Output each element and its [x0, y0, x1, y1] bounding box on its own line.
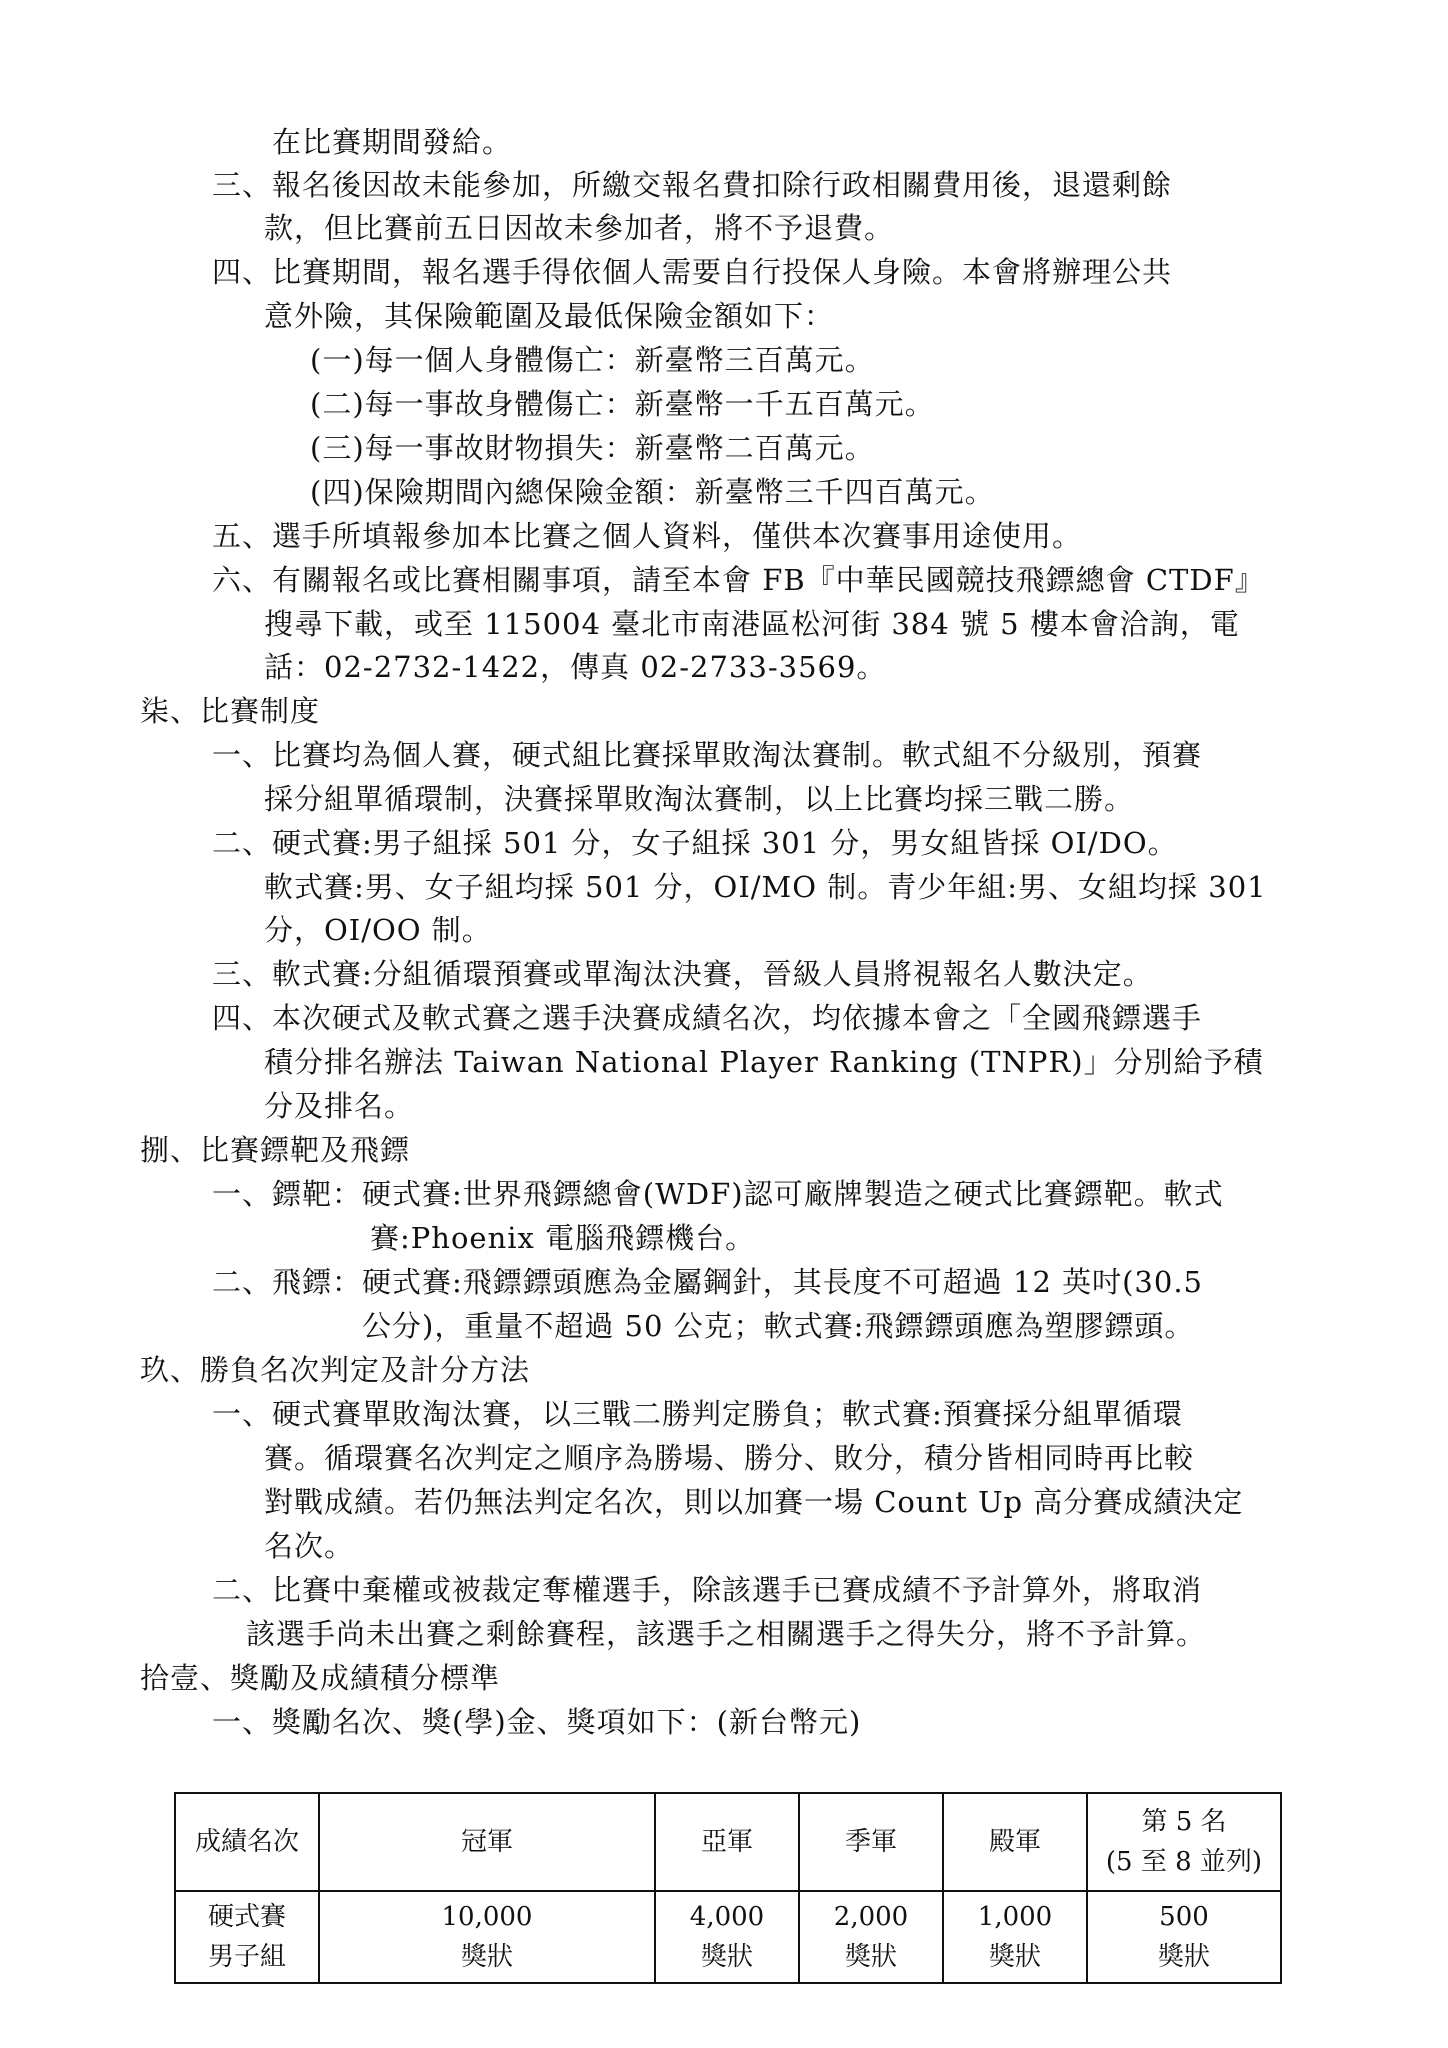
text-line: 拾壹、獎勵及成績積分標準 — [140, 1661, 501, 1695]
text-line: 二、飛鏢：硬式賽:飛鏢鏢頭應為金屬鋼針，其長度不可超過 12 英吋(30.5 — [212, 1265, 1203, 1299]
cell-prize: 獎狀 — [844, 1942, 897, 1972]
text-line: 一、鏢靶：硬式賽:世界飛鏢總會(WDF)認可廠牌製造之硬式比賽鏢靶。軟式 — [212, 1177, 1224, 1211]
cell-prize: 獎狀 — [700, 1942, 753, 1972]
text-line: 五、選手所填報參加本比賽之個人資料，僅供本次賽事用途使用。 — [212, 519, 1083, 553]
text-line: 意外險，其保險範圍及最低保險金額如下： — [264, 299, 835, 333]
cell-prize: 獎狀 — [988, 1942, 1041, 1972]
cell-third — [799, 1891, 943, 1983]
text-line: 話：02-2732-1422，傳真 02-2733-3569。 — [264, 650, 887, 684]
cell-prize: 獎狀 — [460, 1942, 513, 1972]
text-line: 一、比賽均為個人賽，硬式組比賽採單敗淘汰賽制。軟式組不分級別，預賽 — [212, 738, 1203, 772]
cell-fifth — [1087, 1891, 1281, 1983]
header-rank: 成績名次 — [175, 1793, 319, 1891]
text-line: 二、比賽中棄權或被裁定奪權選手，除該選手已賽成績不予計算外，將取消 — [212, 1573, 1203, 1607]
text-line: 該選手尚未出賽之剩餘賽程，該選手之相關選手之得失分，將不予計算。 — [246, 1617, 1207, 1651]
row-label-line1: 硬式賽 — [207, 1902, 286, 1932]
text-line: 款，但比賽前五日因故未參加者，將不予退費。 — [264, 211, 895, 245]
text-line: 賽。循環賽名次判定之順序為勝場、勝分、敗分，積分皆相同時再比較 — [264, 1441, 1195, 1475]
text-line: 四、本次硬式及軟式賽之選手決賽成績名次，均依據本會之「全國飛鏢選手 — [212, 1001, 1203, 1035]
award-table-row — [175, 1891, 1281, 1983]
award-table-header-row — [175, 1793, 1281, 1891]
text-line: (一)每一個人身體傷亡：新臺幣三百萬元。 — [310, 343, 875, 377]
header-third: 季軍 — [799, 1793, 943, 1891]
text-line: 對戰成績。若仍無法判定名次，則以加賽一場 Count Up 高分賽成績決定 — [264, 1485, 1244, 1519]
header-fifth — [1087, 1793, 1281, 1891]
header-fifth-title: 第 5 名 — [1141, 1807, 1227, 1837]
cell-champion — [319, 1891, 655, 1983]
text-line: 分，OI/OO 制。 — [264, 913, 492, 947]
text-line: 在比賽期間發給。 — [272, 125, 513, 159]
text-line: (四)保險期間內總保險金額：新臺幣三千四百萬元。 — [310, 475, 995, 509]
text-line: (二)每一事故身體傷亡：新臺幣一千五百萬元。 — [310, 387, 935, 421]
text-line: 三、報名後因故未能參加，所繳交報名費扣除行政相關費用後，退還剩餘 — [212, 168, 1173, 202]
header-fifth-note: (5 至 8 並列) — [1105, 1847, 1263, 1877]
row-label — [175, 1891, 319, 1983]
text-line: 搜尋下載，或至 115004 臺北市南港區松河街 384 號 5 樓本會洽詢，電 — [264, 607, 1240, 641]
text-line: 積分排名辦法 Taiwan National Player Ranking (TNPR)」分別給予積 — [264, 1045, 1264, 1079]
header-fourth: 殿軍 — [943, 1793, 1087, 1891]
text-line: 玖、勝負名次判定及計分方法 — [140, 1353, 531, 1387]
text-line: 名次。 — [264, 1529, 355, 1563]
text-line: 採分組單循環制，決賽採單敗淘汰賽制，以上比賽均採三戰二勝。 — [264, 782, 1135, 816]
cell-amount: 1,000 — [977, 1902, 1053, 1932]
cell-prize: 獎狀 — [1157, 1942, 1210, 1972]
text-line: 三、軟式賽:分組循環預賽或單淘汰決賽，晉級人員將視報名人數決定。 — [212, 957, 1153, 991]
cell-amount: 4,000 — [689, 1902, 765, 1932]
text-line: 公分)，重量不超過 50 公克；軟式賽:飛鏢鏢頭應為塑膠鏢頭。 — [362, 1309, 1195, 1343]
cell-amount: 500 — [1159, 1902, 1209, 1932]
cell-amount: 10,000 — [441, 1902, 533, 1932]
award-table — [174, 1792, 1282, 1984]
text-line: 四、比賽期間，報名選手得依個人需要自行投保人身險。本會將辦理公共 — [212, 255, 1173, 289]
cell-fourth — [943, 1891, 1087, 1983]
text-line: 一、硬式賽單敗淘汰賽，以三戰二勝判定勝負；軟式賽:預賽採分組單循環 — [212, 1397, 1183, 1431]
text-line: 捌、比賽鏢靶及飛鏢 — [140, 1133, 411, 1167]
text-line: 一、獎勵名次、獎(學)金、獎項如下：(新台幣元) — [212, 1705, 862, 1739]
text-line: 二、硬式賽:男子組採 501 分，女子組採 301 分，男女組皆採 OI/DO。 — [212, 826, 1178, 860]
text-line: 軟式賽:男、女子組均採 501 分，OI/MO 制。青少年組:男、女組均採 301 — [264, 870, 1267, 904]
text-line: 分及排名。 — [264, 1089, 415, 1123]
row-label-line2: 男子組 — [207, 1942, 286, 1972]
text-line: 賽:Phoenix 電腦飛鏢機台。 — [370, 1221, 756, 1255]
header-runner-up: 亞軍 — [655, 1793, 799, 1891]
text-line: (三)每一事故財物損失：新臺幣二百萬元。 — [310, 431, 875, 465]
text-line: 柒、比賽制度 — [140, 694, 321, 728]
cell-runner-up — [655, 1891, 799, 1983]
header-champion: 冠軍 — [319, 1793, 655, 1891]
cell-amount: 2,000 — [833, 1902, 909, 1932]
text-line: 六、有關報名或比賽相關事項，請至本會 FB『中華民國競技飛鏢總會 CTDF』 — [212, 563, 1265, 597]
